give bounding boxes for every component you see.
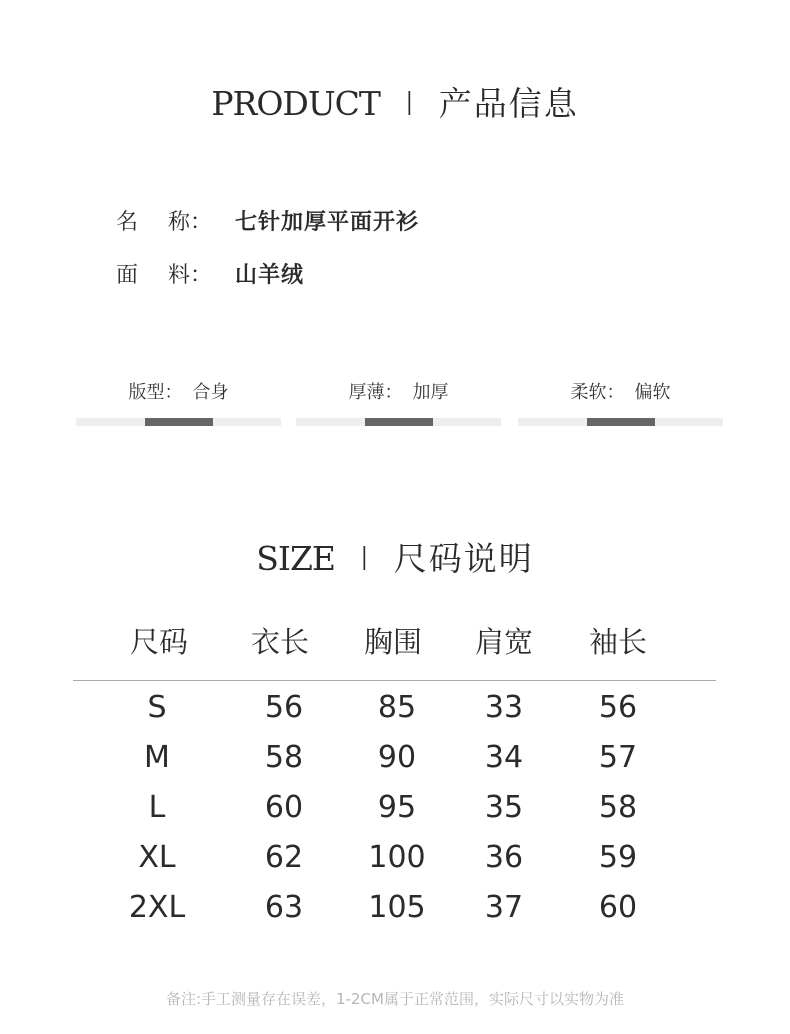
table-cell-sleeve: 59	[598, 840, 638, 875]
table-header-cell: 尺码	[129, 625, 189, 659]
table-header-cell: 袖长	[588, 625, 648, 659]
attribute-indicator	[145, 418, 213, 426]
attribute-name: 版型：	[128, 382, 183, 403]
table-cell-size: 2XL	[128, 890, 186, 925]
info-row-fabric	[116, 258, 304, 289]
info-label	[116, 258, 228, 289]
info-label-colon: ：	[190, 210, 213, 235]
table-header-row	[73, 620, 716, 680]
table-row	[73, 890, 716, 940]
attribute-track	[518, 418, 723, 426]
table-cell-length: 60	[264, 790, 304, 825]
table-cell-size: L	[148, 790, 166, 825]
table-cell-shoulder: 35	[484, 790, 524, 825]
info-label-char: 料	[168, 263, 191, 288]
attribute-track	[76, 418, 281, 426]
table-header-cell: 肩宽	[474, 625, 534, 659]
product-heading	[0, 78, 790, 125]
attribute-indicator	[365, 418, 433, 426]
info-label-char: 面	[116, 263, 139, 288]
table-cell-length: 58	[264, 740, 304, 775]
table-row	[73, 790, 716, 840]
table-header-cell: 衣长	[250, 625, 310, 659]
attribute-indicator	[587, 418, 655, 426]
table-cell-sleeve: 57	[598, 740, 638, 775]
table-cell-shoulder: 33	[484, 690, 524, 725]
size-heading	[0, 533, 790, 580]
product-heading-separator: I	[404, 84, 415, 123]
table-cell-shoulder: 36	[484, 840, 524, 875]
attribute-value: 合身	[192, 382, 229, 403]
attribute-softness	[518, 378, 723, 428]
info-value-name: 七针加厚平面开衫	[235, 210, 420, 235]
table-row	[73, 690, 716, 740]
info-label-colon: ：	[190, 263, 213, 288]
table-cell-shoulder: 34	[484, 740, 524, 775]
table-cell-shoulder: 37	[484, 890, 524, 925]
table-cell-sleeve: 58	[598, 790, 638, 825]
footnote: 备注:手工测量存在误差，1-2CM属于正常范围，实际尺寸以实物为准	[166, 990, 624, 1008]
table-cell-size: XL	[138, 840, 176, 875]
attribute-thickness	[296, 378, 501, 428]
info-value-fabric: 山羊绒	[235, 263, 305, 288]
product-heading-cn: 产品信息	[438, 84, 579, 123]
attribute-track	[296, 418, 501, 426]
attribute-value: 加厚	[412, 382, 449, 403]
table-cell-chest: 90	[377, 740, 417, 775]
size-heading-cn: 尺码说明	[393, 539, 534, 578]
attribute-name: 厚薄：	[348, 382, 403, 403]
table-cell-chest: 85	[377, 690, 417, 725]
table-cell-chest: 95	[377, 790, 417, 825]
attribute-name: 柔软：	[570, 382, 625, 403]
attribute-label	[518, 378, 723, 404]
info-row-name	[116, 205, 419, 236]
attribute-value: 偏软	[634, 382, 671, 403]
attribute-label	[76, 378, 281, 404]
size-table-body	[73, 690, 716, 940]
table-cell-length: 63	[264, 890, 304, 925]
info-label-char: 名	[116, 210, 139, 235]
size-heading-separator: I	[359, 539, 370, 578]
table-row	[73, 840, 716, 890]
size-table-header	[73, 620, 716, 680]
table-cell-length: 56	[264, 690, 304, 725]
product-heading-en: PRODUCT	[211, 84, 380, 123]
table-cell-chest: 100	[368, 840, 426, 875]
size-heading-en: SIZE	[256, 539, 335, 578]
info-label-char: 称	[168, 210, 191, 235]
attribute-label	[296, 378, 501, 404]
table-cell-size: M	[144, 740, 170, 775]
table-cell-length: 62	[264, 840, 304, 875]
table-cell-chest: 105	[368, 890, 426, 925]
table-cell-sleeve: 56	[598, 690, 638, 725]
table-row	[73, 740, 716, 790]
table-divider	[73, 680, 716, 681]
attribute-fit	[76, 378, 281, 428]
table-header-cell: 胸围	[363, 625, 423, 659]
table-cell-size: S	[147, 690, 167, 725]
table-cell-sleeve: 60	[598, 890, 638, 925]
info-label	[116, 205, 228, 236]
